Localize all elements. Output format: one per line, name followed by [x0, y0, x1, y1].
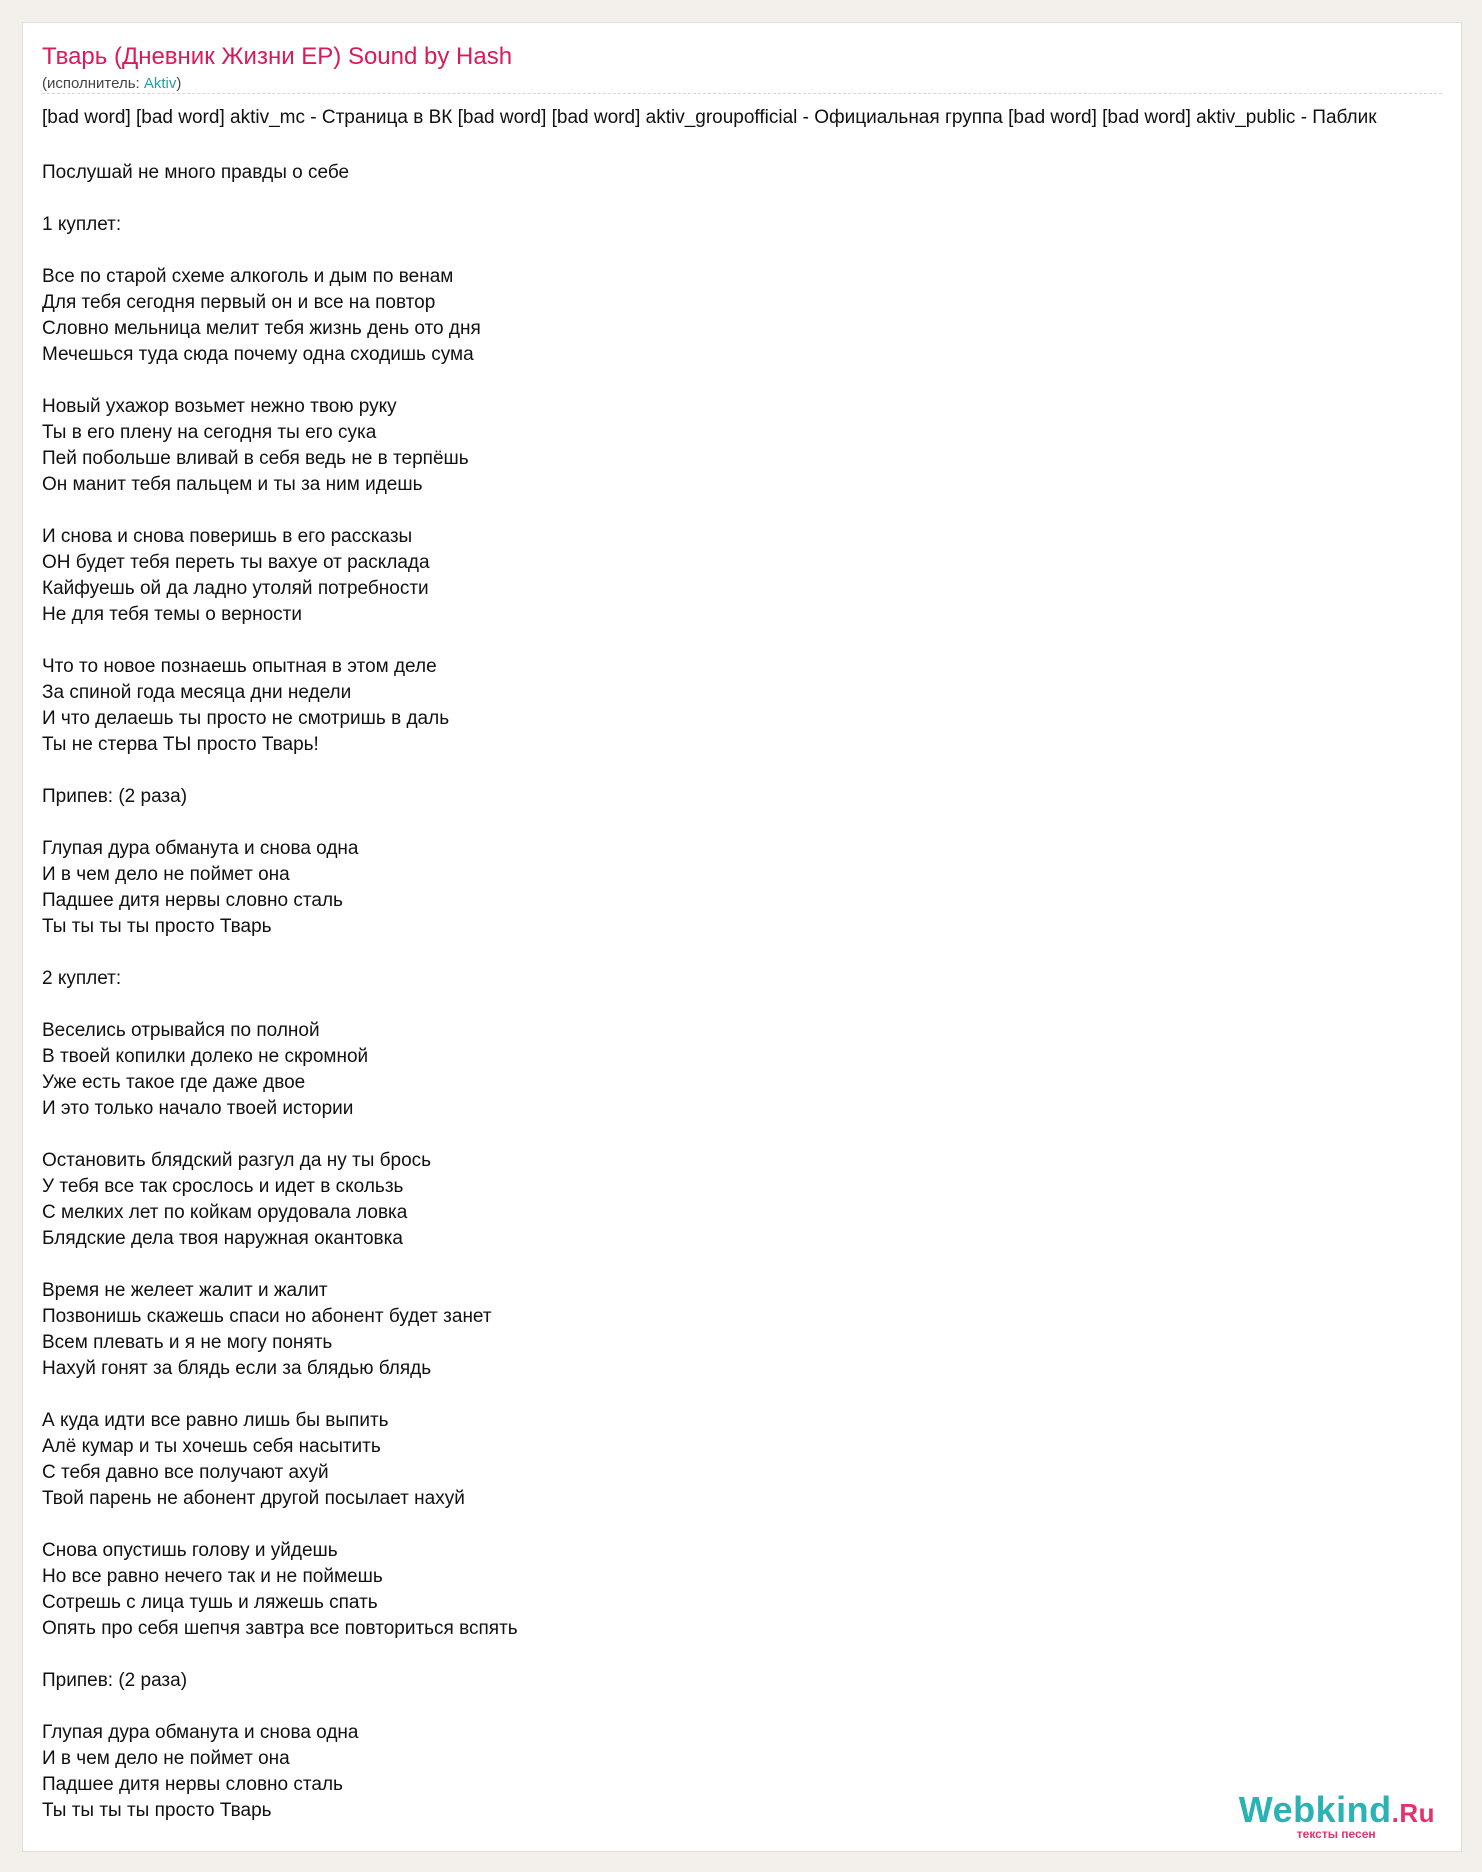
lyrics-blank-line [42, 810, 518, 836]
lyrics-blank-line [42, 1122, 518, 1148]
lyrics-line: Глупая дура обманута и снова одна [42, 1722, 359, 1743]
lyrics-line: Ты ты ты ты просто Тварь [42, 916, 272, 937]
lyrics-blank-line [42, 186, 518, 212]
lyrics-line: Остановить блядский разгул да ну ты брось [42, 1150, 432, 1171]
song-title: Тварь (Дневник Жизни EP) Sound by Hash [42, 43, 513, 70]
lyrics-line: Но все равно нечего так и не поймешь [42, 1566, 383, 1587]
lyrics-line: Припев: (2 раза) [42, 1670, 188, 1691]
performer-line [42, 75, 181, 92]
lyrics-line: Время не желеет жалит и жалит [42, 1280, 328, 1301]
lyrics-blank-line [42, 1382, 518, 1408]
lyrics-line: А куда идти все равно лишь бы выпить [42, 1410, 389, 1431]
lyrics-line: Веселись отрывайся по полной [42, 1020, 320, 1041]
lyrics-blank-line [42, 368, 518, 394]
lyrics-line: И это только начало твоей истории [42, 1098, 354, 1119]
logo-name: Webkind [1238, 1789, 1392, 1830]
lyrics-line: В твоей копилки долеко не скромной [42, 1046, 369, 1067]
lyrics-line: Он манит тебя пальцем и ты за ним идешь [42, 474, 423, 495]
webkind-logo[interactable] [1238, 1789, 1435, 1841]
lyrics-line: Для тебя сегодня первый он и все на повтор [42, 292, 436, 313]
lyrics-line: И снова и снова поверишь в его рассказы [42, 526, 413, 547]
lyrics-line: Послушай не много правды о себе [42, 162, 350, 183]
lyrics-blank-line [42, 628, 518, 654]
lyrics-line: С тебя давно все получают ахуй [42, 1462, 329, 1483]
lyrics-blank-line [42, 1694, 518, 1720]
lyrics-line: Ты в его плену на сегодня ты его сука [42, 422, 377, 443]
lyrics-line: Сотрешь с лица тушь и ляжешь спать [42, 1592, 378, 1613]
lyrics-line: С мелких лет по койкам орудовала ловка [42, 1202, 408, 1223]
lyrics-line: И в чем дело не поймет она [42, 864, 290, 885]
lyrics-blank-line [42, 1252, 518, 1278]
logo-tld: .Ru [1391, 1798, 1435, 1828]
lyrics-line: Снова опустишь голову и уйдешь [42, 1540, 338, 1561]
lyrics-line: Что то новое познаешь опытная в этом деле [42, 656, 437, 677]
performer-suffix: ) [176, 75, 182, 92]
performer-prefix: (исполнитель: [42, 75, 144, 92]
lyrics-line: ОН будет тебя переть ты вахуе от расклада [42, 552, 430, 573]
lyrics-line: Ты ты ты ты просто Тварь [42, 1800, 272, 1821]
lyrics-line: 2 куплет: [42, 968, 122, 989]
lyrics-line: Нахуй гонят за блядь если за блядью блядь [42, 1358, 432, 1379]
lyrics-line: Припев: (2 раза) [42, 786, 188, 807]
lyrics-line: Ты не стерва ТЫ просто Тварь! [42, 734, 319, 755]
lyrics-blank-line [42, 992, 518, 1018]
logo-wordmark [1238, 1789, 1435, 1831]
lyrics-blank-line [42, 940, 518, 966]
performer-link[interactable]: Aktiv [143, 75, 177, 92]
intro-text: [bad word] [bad word] aktiv_mc - Страница в ВК [bad word] [bad word] aktiv_groupofficial - Официальная группа [bad word] [bad word] aktiv_public - Паблик [42, 107, 1377, 128]
content-card [22, 22, 1462, 1852]
lyrics-line: Опять про себя шепчя завтра все повториться вспять [42, 1618, 518, 1639]
lyrics-block [42, 160, 518, 1824]
lyrics-line: У тебя все так срослось и идет в скользь [42, 1176, 404, 1197]
lyrics-blank-line [42, 758, 518, 784]
lyrics-blank-line [42, 498, 518, 524]
lyrics-line: Не для тебя темы о верности [42, 604, 302, 625]
lyrics-line: Падшее дитя нервы словно сталь [42, 1774, 343, 1795]
lyrics-line: Алё кумар и ты хочешь себя насытить [42, 1436, 381, 1457]
lyrics-line: И что делаешь ты просто не смотришь в даль [42, 708, 450, 729]
lyrics-line: Новый ухажор возьмет нежно твою руку [42, 396, 397, 417]
lyrics-blank-line [42, 238, 518, 264]
lyrics-line: Все по старой схеме алкоголь и дым по венам [42, 266, 454, 287]
lyrics-line: За спиной года месяца дни недели [42, 682, 352, 703]
lyrics-line: Твой парень не абонент другой посылает нахуй [42, 1488, 465, 1509]
logo-tagline: тексты песен [1296, 1827, 1376, 1841]
lyrics-line: Глупая дура обманута и снова одна [42, 838, 359, 859]
lyrics-line: Мечешься туда сюда почему одна сходишь сума [42, 344, 474, 365]
lyrics-line: Пей побольше вливай в себя ведь не в терпёшь [42, 448, 469, 469]
lyrics-line: Всем плевать и я не могу понять [42, 1332, 333, 1353]
lyrics-blank-line [42, 1642, 518, 1668]
lyrics-line: Блядские дела твоя наружная окантовка [42, 1228, 403, 1249]
lyrics-line: Кайфуешь ой да ладно утоляй потребности [42, 578, 429, 599]
lyrics-blank-line [42, 1512, 518, 1538]
lyrics-line: Падшее дитя нервы словно сталь [42, 890, 343, 911]
lyrics-line: 1 куплет: [42, 214, 122, 235]
dashed-divider [42, 93, 1442, 94]
lyrics-line: И в чем дело не поймет она [42, 1748, 290, 1769]
lyrics-line: Позвонишь скажешь спаси но абонент будет занет [42, 1306, 492, 1327]
lyrics-line: Уже есть такое где даже двое [42, 1072, 306, 1093]
lyrics-line: Словно мельница мелит тебя жизнь день ото дня [42, 318, 481, 339]
